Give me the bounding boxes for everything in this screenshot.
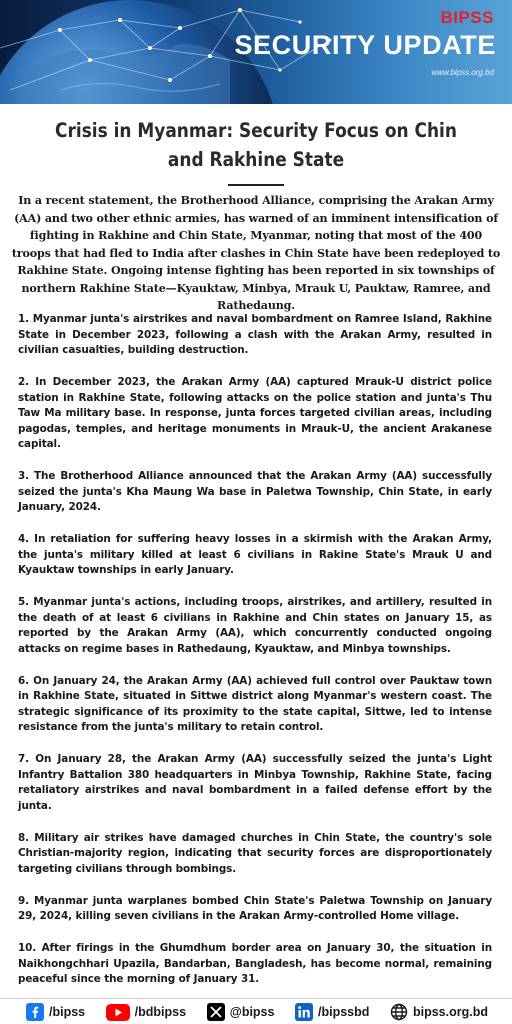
website-link[interactable] [390,1003,488,1021]
x-handle: @bipss [229,1005,275,1019]
social-footer [0,1000,512,1024]
banner-headline: SECURITY UPDATE [234,30,496,60]
footer-divider [0,998,512,999]
list-item: 7. On January 28, the Arakan Army (AA) successfully seized the junta's Light Infantry Battalion 380 headquarters in Minbya Township, Rakhine State, facing retaliatory airstrikes and naval bombardment in a failed defense effort by the junta. [18,753,492,812]
website-url: bipss.org.bd [412,1005,488,1019]
list-item: 6. On January 24, the Arakan Army (AA) achieved full control over Pauktaw town in Rakhine State, situated in Sittwe district along Myanmar's western coast. The strategic significance of its proximity to the state capital, Sittwe, led to intense resistance from the junta's military to retain control. [18,674,492,733]
facebook-link[interactable] [26,1003,85,1021]
list-item: 9. Myanmar junta warplanes bombed Chin State's Paletwa Township on January 29, 2024, killing seven civilians in the Arakan Army-controlled Home village. [18,894,492,922]
list-item: 8. Military air strikes have damaged churches in Chin State, the country's sole Christian-majority region, indicating that security forces are disproportionately targeting civilians through bombings. [18,831,492,875]
list-item: 3. The Brotherhood Alliance announced that the Arakan Army (AA) successfully seized the junta's Kha Maung Wa base in Paletwa Township, Chin State, in early January, 2024. [18,470,492,513]
linkedin-link[interactable] [295,1003,369,1021]
update-list [18,312,492,1004]
brand-name: BIPSS [440,8,494,27]
linkedin-handle: /bipssbd [318,1005,370,1019]
x-icon [207,1003,225,1021]
youtube-link[interactable] [106,1004,186,1021]
intro-paragraph: In a recent statement, the Brotherhood Alliance, comprising the Arakan Army (AA) and two other ethnic armies, has warned of an imminent intensification of fighting in Rakhine and Chin State, Myanmar, noting that most of the 400 troops that had fled to India after clashes in Chin State have been redeployed to Rakhine State. Ongoing intense fighting has been reported in six townships of northern Rakhine State—Kyauktaw, Minbya, Mrauk U, Pauktaw, Ramree, and Rathedaung. [11,194,501,312]
list-item: 10. After firings in the Ghumdhum border area on January 30, the situation in Naikhongchhari Upazila, Bandarban, Bangladesh, has become normal, remaining peaceful since the morning of January 31. [18,942,492,985]
header-banner [0,0,512,104]
list-item: 5. Myanmar junta's actions, including troops, airstrikes, and artillery, resulted in the death of at least 6 civilians in Rakhine and Chin states on January 15, as reported by the Arakan Army (AA), which concurrently conducted ongoing attacks on regime bases in Rathedaung, Kyauktaw, and Minbya townships. [18,596,492,655]
youtube-handle: /bdbipss [134,1005,187,1019]
x-link[interactable] [207,1003,275,1021]
list-item: 2. In December 2023, the Arakan Army (AA) captured Mrauk-U district police station in Rakhine State, following attacks on the police station and junta's Thu Taw Ma military base. In response, junta forces targeted civilian areas, including pagodas, temples, and heritage monuments in Mrauk-U, the ancient Arakanese capital. [18,376,492,450]
title-divider [228,184,284,186]
facebook-handle: /bipss [49,1005,86,1019]
globe-icon [390,1003,408,1021]
youtube-icon [106,1004,130,1021]
list-item: 1. Myanmar junta's airstrikes and naval bombardment on Ramree Island, Rakhine State in December 2023, following a clash with the Arakan Army, resulted in civilian casualties, building destruction. [18,313,492,356]
page-title: Crisis in Myanmar: Security Focus on Chin and Rakhine State [55,119,457,171]
list-item: 4. In retaliation for suffering heavy losses in a skirmish with the Arakan Army, the junta's military killed at least 6 civilians in Rakine State's Mrauk U and Kyauktaw townships in early January. [18,533,492,576]
linkedin-icon [295,1003,313,1021]
facebook-icon [26,1003,44,1021]
banner-url[interactable]: www.bipss.org.bd [431,68,494,77]
